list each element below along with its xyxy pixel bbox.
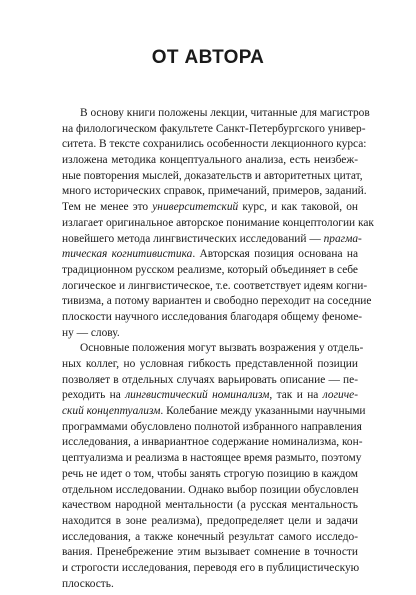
text-line bbox=[62, 498, 358, 514]
text-segment: плоскости научного исследования благодаря общему феноме- bbox=[62, 310, 363, 323]
text-segment: . Авторская позиция основана на bbox=[192, 248, 358, 261]
text-segment: ные повторения мыслей, доказательств и авторитетных цитат, bbox=[62, 169, 363, 182]
text-line bbox=[62, 357, 358, 373]
text-line bbox=[62, 530, 358, 546]
text-line bbox=[62, 514, 358, 530]
text-segment: излагает оригинальное авторское понимание концептологии как bbox=[62, 216, 374, 229]
text-segment: ных коллег, но условная гибкость представленной позиции bbox=[62, 358, 358, 370]
text-line bbox=[62, 388, 358, 404]
text-segment: , так и на bbox=[269, 389, 323, 402]
text-segment: Основные положения могут вызвать возражения у отдель- bbox=[80, 342, 364, 355]
italic-text: ский концептуализм bbox=[62, 405, 161, 418]
text-line bbox=[62, 122, 366, 138]
text-line bbox=[62, 373, 358, 389]
text-line bbox=[62, 310, 363, 326]
text-line bbox=[62, 137, 367, 153]
text-segment: плоскость. bbox=[62, 577, 114, 590]
text-segment: логическое и лингвистическое, т.е. соответствует идеям когни- bbox=[62, 279, 368, 292]
text-segment: исследования, а инвариантное содержание номинализма, кон- bbox=[62, 436, 363, 449]
text-segment: тивизма, а потому вариантен и свободно переходит на соседние bbox=[62, 295, 372, 308]
text-segment: В основу книги положены лекции, читанные для магистров bbox=[80, 107, 370, 119]
text-line bbox=[62, 294, 372, 310]
text-segment: речь не идет о том, чтобы занять строгую позицию в каждом bbox=[62, 467, 358, 480]
italic-text: тическая когнитивистика bbox=[62, 248, 193, 261]
text-line bbox=[62, 467, 358, 483]
text-segment: реходить на bbox=[62, 389, 126, 402]
text-line bbox=[62, 200, 358, 216]
text-segment: Тем не менее это bbox=[62, 201, 153, 214]
text-line bbox=[62, 561, 358, 577]
text-line bbox=[62, 451, 362, 467]
text-line bbox=[62, 247, 358, 263]
text-segment: много исторических справок, примечаний, примеров, заданий. bbox=[62, 185, 367, 198]
text-segment: новейшего метода лингвистических исследований — bbox=[62, 232, 324, 245]
text-line bbox=[62, 169, 363, 185]
text-segment: находится в зоне реализма), предопределяет цели и задачи bbox=[62, 514, 358, 527]
chapter-title: ОТ АВТОРА bbox=[151, 47, 265, 68]
text-line bbox=[62, 216, 374, 232]
text-segment: цептуализма и реализма в настоящее время размыто, поэтому bbox=[62, 452, 362, 465]
text-line bbox=[62, 326, 358, 342]
text-segment: ситета. В тексте сохранились особенности лекционного курса: bbox=[62, 138, 367, 151]
text-line bbox=[62, 106, 370, 122]
italic-text: прагма- bbox=[323, 232, 362, 245]
text-segment: вания. Пренебрежение этим вызывает сомнение в точности bbox=[62, 546, 358, 559]
text-line bbox=[62, 184, 367, 200]
text-line bbox=[62, 279, 368, 295]
text-segment: качеством народной ментальности (а русская ментальность bbox=[62, 499, 358, 512]
text-line bbox=[62, 545, 358, 561]
text-line bbox=[62, 483, 358, 499]
text-line bbox=[62, 420, 362, 436]
text-segment: отдельном исследовании. Однако выбор позиции обусловлен bbox=[62, 483, 359, 496]
italic-text: лингвистический номинализм bbox=[125, 389, 270, 402]
text-segment: программами обусловлено полнотой избранного направления bbox=[62, 420, 362, 433]
text-line bbox=[62, 263, 358, 279]
text-line bbox=[62, 232, 362, 248]
text-line bbox=[62, 435, 363, 451]
body-text bbox=[62, 106, 374, 592]
text-line bbox=[62, 404, 366, 420]
text-segment: исследования, а также конечный результат самого исследо- bbox=[62, 530, 358, 543]
text-line bbox=[62, 153, 358, 169]
text-segment: ну — слову. bbox=[62, 326, 120, 339]
italic-text: университетский bbox=[152, 201, 239, 214]
text-line bbox=[62, 577, 358, 593]
text-segment: изложена методика концептуального анализа, есть неизбеж- bbox=[62, 154, 358, 167]
italic-text: логиче- bbox=[322, 389, 358, 402]
text-segment: на филологическом факультете Санкт-Петербургского универ- bbox=[62, 122, 366, 135]
text-segment: курс, и как таковой, он bbox=[238, 201, 358, 214]
text-segment: . Колебание между указанными научными bbox=[160, 405, 366, 418]
text-segment: и строгости исследования, переводя его в публицистическую bbox=[62, 561, 360, 574]
text-line bbox=[62, 341, 364, 357]
text-segment: традиционном русском реализме, который объединяет в себе bbox=[62, 263, 358, 276]
text-segment: позволяет в отдельных случаях варьировать описание — пе- bbox=[62, 373, 358, 386]
